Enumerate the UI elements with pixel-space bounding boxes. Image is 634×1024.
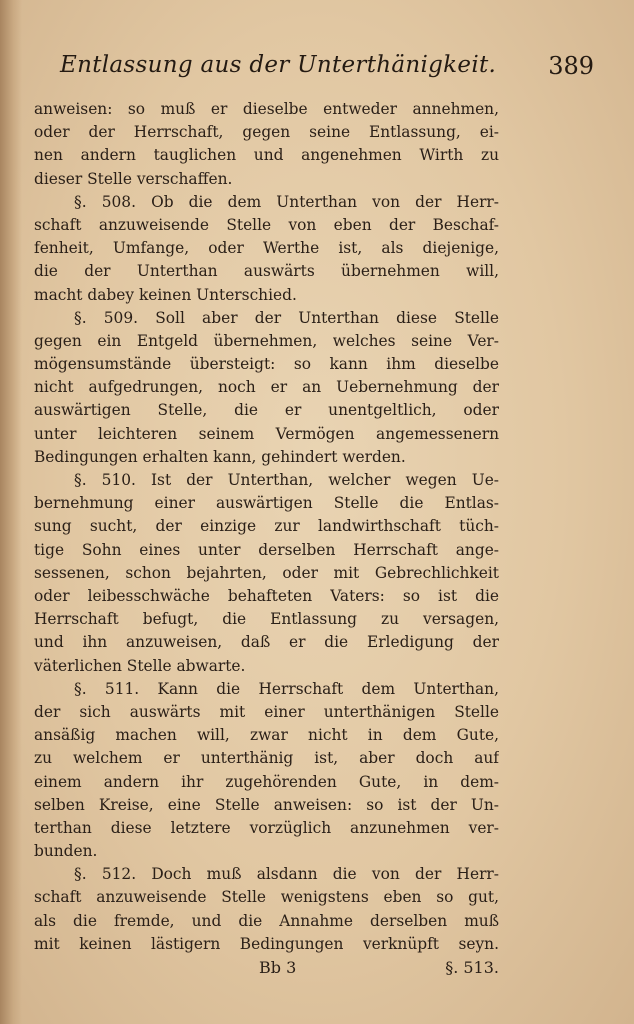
page-header	[60, 52, 594, 92]
text-line: gegen ein Entgeld übernehmen, welches seine Ver-	[34, 331, 499, 350]
page-footer	[34, 958, 499, 986]
text-line: nen andern tauglichen und angenehmen Wirth zu	[34, 146, 499, 165]
text-line: auswärtigen Stelle, die er unentgeltlich, oder	[34, 401, 499, 420]
text-line: sung sucht, der einzige zur landwirthschaft tüch-	[34, 517, 499, 536]
text-line: oder der Herrschaft, gegen seine Entlassung, ei-	[34, 123, 499, 142]
signature-mark: Bb 3	[259, 958, 297, 977]
text-line: bunden.	[34, 842, 98, 861]
paragraph-509-start: §. 509. Soll aber der Unterthan diese Stelle	[74, 308, 499, 327]
text-line: zu welchem er unterthänig ist, aber doch auf	[34, 749, 499, 768]
text-line: bernehmung einer auswärtigen Stelle die Entlas-	[34, 494, 499, 513]
text-line: väterlichen Stelle abwarte.	[34, 656, 246, 675]
text-line: mögensumstände übersteigt: so kann ihm dieselbe	[34, 355, 499, 374]
text-line: schaft anzuweisende Stelle wenigstens eben so gut,	[34, 888, 499, 907]
text-line: selben Kreise, eine Stelle anweisen: so ist der Un-	[34, 795, 499, 814]
text-line: unter leichteren seinem Vermögen angemessenern	[34, 424, 499, 443]
text-line: sessenen, schon bejahrten, oder mit Gebrechlichkeit	[34, 563, 499, 582]
paragraph-508-start: §. 508. Ob die dem Unterthan von der Herr-	[74, 192, 499, 211]
paragraph-512-start: §. 512. Doch muß alsdann die von der Herr-	[74, 865, 499, 884]
text-line: schaft anzuweisende Stelle von eben der Beschaf-	[34, 215, 499, 234]
text-line: ansäßig machen will, zwar nicht in dem Gute,	[34, 726, 499, 745]
text-line: die der Unterthan auswärts übernehmen will,	[34, 262, 499, 281]
text-line: einem andern ihr zugehörenden Gute, in dem-	[34, 772, 499, 791]
text-line: Bedingungen erhalten kann, gehindert werden.	[34, 447, 406, 466]
binding-shadow	[0, 0, 22, 1024]
text-line: fenheit, Umfange, oder Werthe ist, als diejenige,	[34, 239, 499, 258]
catchword: §. 513.	[445, 958, 499, 977]
text-line: Herrschaft befugt, die Entlassung zu versagen,	[34, 610, 499, 629]
text-line: mit keinen lästigern Bedingungen verknüpft seyn.	[34, 934, 499, 953]
text-line: als die fremde, und die Annahme derselben muß	[34, 911, 499, 930]
text-line: macht dabey keinen Unterschied.	[34, 285, 297, 304]
paragraph-511-start: §. 511. Kann die Herrschaft dem Unterthan,	[74, 679, 499, 698]
text-line: tige Sohn eines unter derselben Herrschaft ange-	[34, 540, 499, 559]
text-line: der sich auswärts mit einer unterthänigen Stelle	[34, 702, 499, 721]
text-line: terthan diese letztere vorzüglich anzunehmen ver-	[34, 818, 499, 837]
text-line: oder leibesschwäche behafteten Vaters: so ist die	[34, 586, 499, 605]
text-line: anweisen: so muß er dieselbe entweder annehmen,	[34, 100, 499, 118]
running-title: Entlassung aus der Unterthänigkeit.	[60, 52, 497, 78]
body-text	[34, 98, 499, 956]
text-line: nicht aufgedrungen, noch er an Uebernehmung der	[34, 378, 499, 397]
page-number: 389	[548, 52, 594, 80]
text-line: und ihn anzuweisen, daß er die Erledigung der	[34, 633, 499, 652]
paragraph-510-start: §. 510. Ist der Unterthan, welcher wegen Ue-	[74, 471, 499, 490]
text-line: dieser Stelle verschaffen.	[34, 169, 233, 188]
